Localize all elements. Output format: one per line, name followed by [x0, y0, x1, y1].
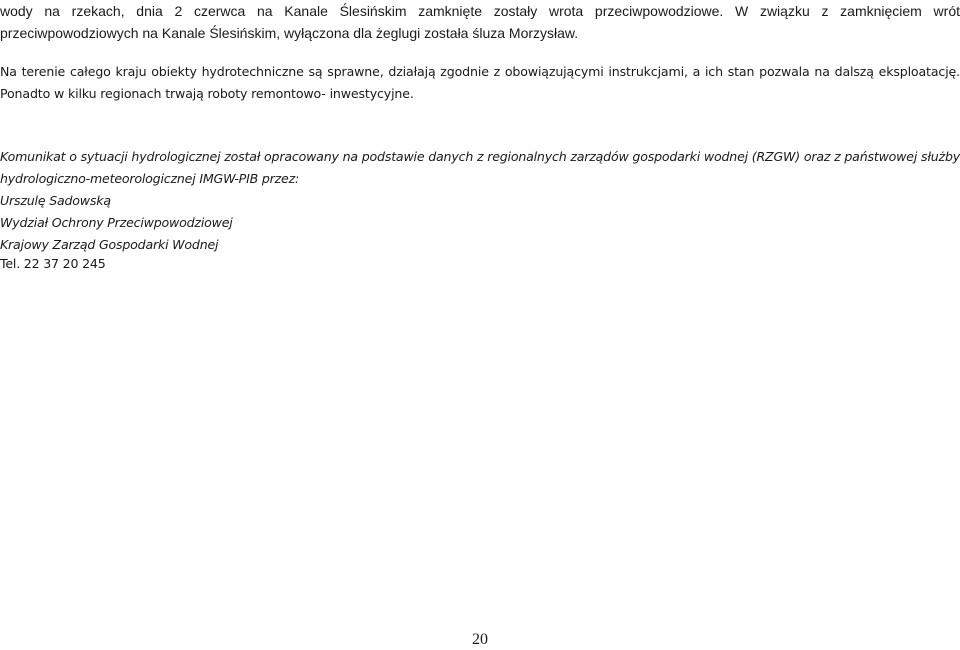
page-number: 20 [472, 631, 488, 648]
communique-credits [0, 146, 960, 256]
author-department: Wydział Ochrony Przeciwpowodziowej [0, 215, 233, 230]
author-institution: Krajowy Zarząd Gospodarki Wodnej [0, 237, 219, 252]
communique-line-2: hydrologiczno-meteorologicznej IMGW-PIB przez: [0, 171, 300, 186]
author-name: Urszulę Sadowską [0, 193, 111, 208]
communique-line-1: Komunikat o sytuacji hydrologicznej został opracowany na podstawie danych z regionalnych zarządów gospodarki wodnej (RZGW) oraz z państwowej służby [0, 149, 960, 164]
paragraph-closure-notice: wody na rzekach, dnia 2 czerwca na Kanale Ślesińskim zamknięte zostały wrota przeciwpowodziowe. W związku z zamknięciem wrót przeciwpowodziowych na Kanale Ślesińskim, wyłączona dla żeglugi została śluza Morzysław. [0, 3, 960, 41]
paragraph-hydrotechnical-status: Na terenie całego kraju obiekty hydrotechniczne są sprawne, działają zgodnie z obowiązującymi instrukcjami, a ich stan pozwala na dalszą eksploatację. Ponadto w kilku regionach trwają roboty remontowo- inwestycyjne. [0, 64, 960, 101]
phone-number: Tel. 22 37 20 245 [0, 256, 106, 271]
